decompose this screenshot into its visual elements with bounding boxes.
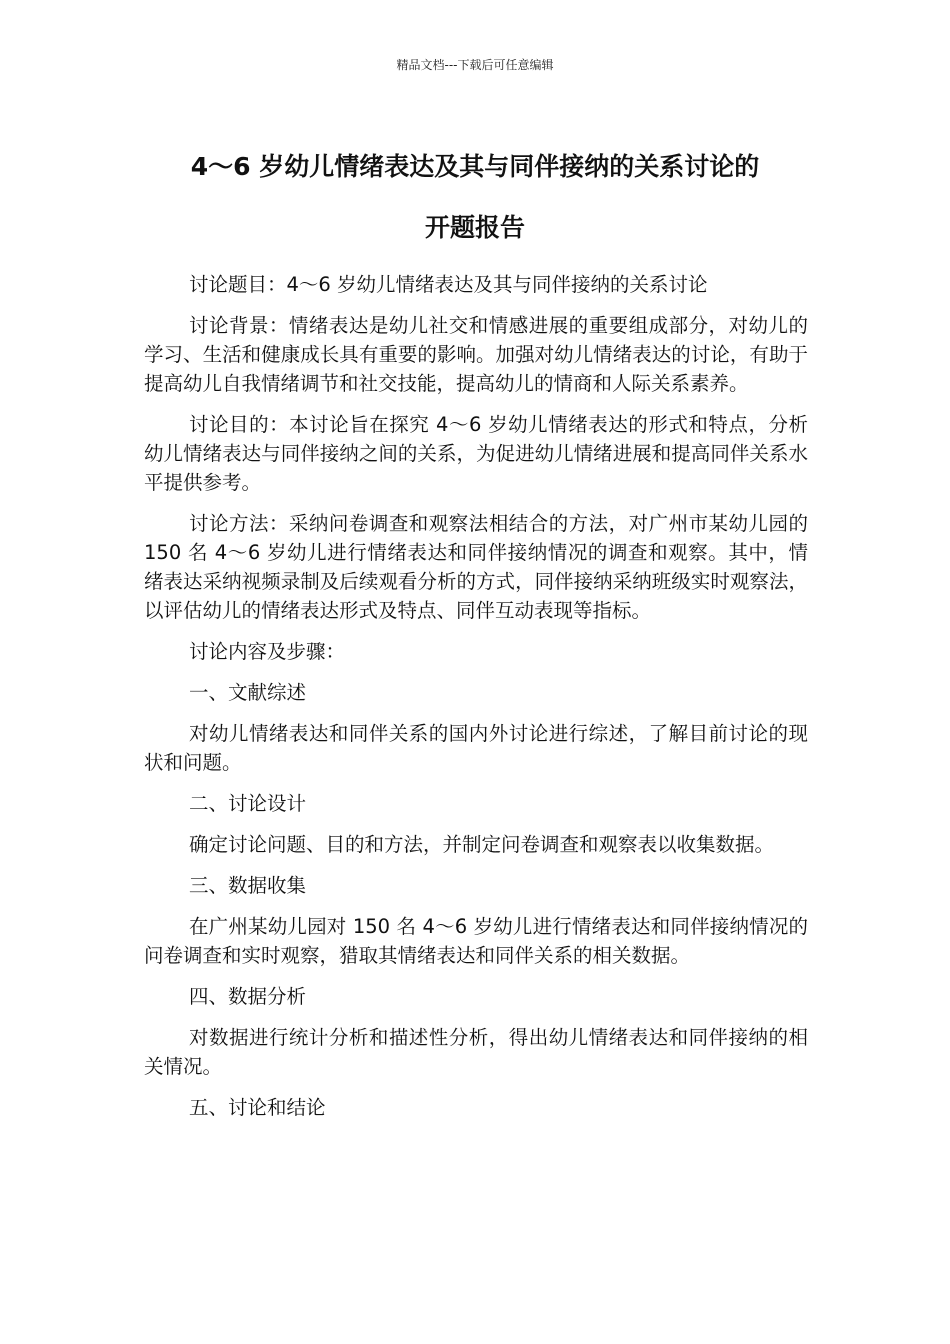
title-line-1: 4～6 岁幼儿情绪表达及其与同伴接纳的关系讨论的 bbox=[190, 152, 760, 181]
section-heading-collection: 三、数据收集 bbox=[189, 874, 307, 897]
paragraph-literature: 对幼儿情绪表达和同伴关系的国内外讨论进行综述，了解目前讨论的现状和问题。 bbox=[144, 722, 808, 774]
section-heading-analysis: 四、数据分析 bbox=[189, 985, 307, 1008]
paragraph-topic: 讨论题目：4～6 岁幼儿情绪表达及其与同伴接纳的关系讨论 bbox=[189, 273, 708, 296]
paragraph-design: 确定讨论问题、目的和方法，并制定问卷调查和观察表以收集数据。 bbox=[189, 833, 775, 856]
section-heading-design: 二、讨论设计 bbox=[189, 792, 307, 815]
paragraph-content-heading: 讨论内容及步骤： bbox=[189, 640, 346, 663]
header-note: 精品文档---下载后可任意编辑 bbox=[396, 58, 554, 72]
paragraph-background: 讨论背景：情绪表达是幼儿社交和情感进展的重要组成部分，对幼儿的学习、生活和健康成长具有重要的影响。加强对幼儿情绪表达的讨论，有助于提高幼儿自我情绪调节和社交技能，提高幼儿的情商和人际关系素养。 bbox=[144, 314, 808, 395]
section-heading-literature: 一、文献综述 bbox=[189, 681, 307, 704]
paragraph-collection: 在广州某幼儿园对 150 名 4～6 岁幼儿进行情绪表达和同伴接纳情况的问卷调查和实时观察，猎取其情绪表达和同伴关系的相关数据。 bbox=[144, 915, 808, 967]
document-title bbox=[120, 136, 830, 258]
title-line-2: 开题报告 bbox=[424, 213, 525, 242]
paragraph-purpose: 讨论目的：本讨论旨在探究 4～6 岁幼儿情绪表达的形式和特点，分析幼儿情绪表达与同伴接纳之间的关系，为促进幼儿情绪进展和提高同伴关系水平提供参考。 bbox=[144, 413, 808, 494]
paragraph-analysis: 对数据进行统计分析和描述性分析，得出幼儿情绪表达和同伴接纳的相关情况。 bbox=[144, 1026, 808, 1078]
paragraph-method: 讨论方法：采纳问卷调查和观察法相结合的方法，对广州市某幼儿园的 150 名 4～6 岁幼儿进行情绪表达和同伴接纳情况的调查和观察。其中，情绪表达采纳视频录制及后续观看分析的方式，同伴接纳采纳班级实时观察法，以评估幼儿的情绪表达形式及特点、同伴互动表现等指标。 bbox=[144, 512, 808, 622]
section-heading-discussion: 五、讨论和结论 bbox=[189, 1096, 326, 1119]
document-body bbox=[144, 270, 808, 1134]
